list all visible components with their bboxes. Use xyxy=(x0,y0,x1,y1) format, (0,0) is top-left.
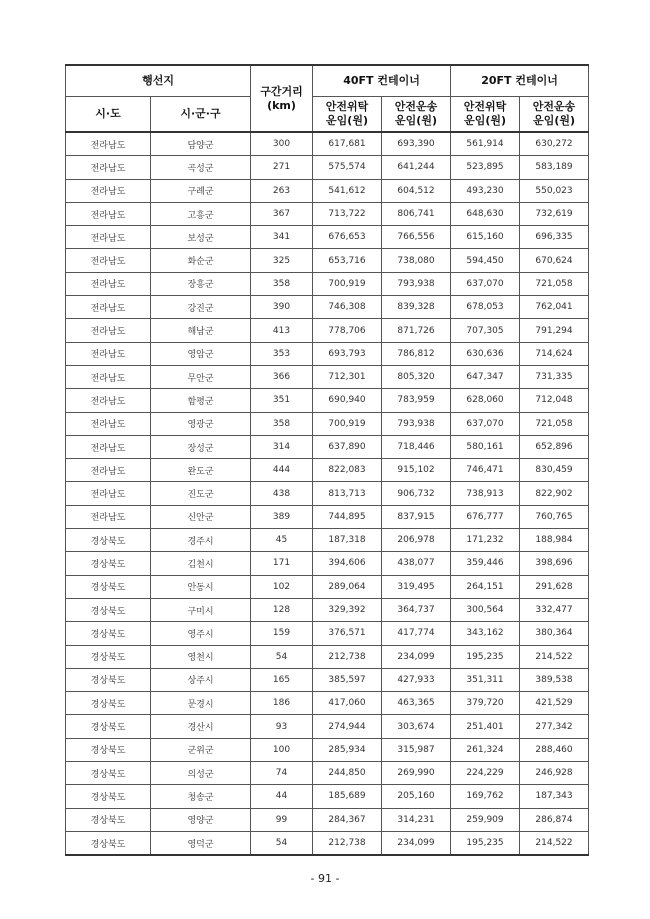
ft20-transport-cell: 791,294 xyxy=(520,319,589,342)
city-cell: 김천시 xyxy=(151,552,251,575)
city-cell: 안동시 xyxy=(151,575,251,598)
ft20-consign-cell: 707,305 xyxy=(451,319,520,342)
city-cell: 함평군 xyxy=(151,389,251,412)
ft20-consign-cell: 746,471 xyxy=(451,459,520,482)
ft20-transport-cell: 421,529 xyxy=(520,692,589,715)
ft40-transport-cell: 234,099 xyxy=(382,831,451,855)
ft40-transport-cell: 793,938 xyxy=(382,412,451,435)
ft40-transport-cell: 417,774 xyxy=(382,622,451,645)
table-row xyxy=(66,342,589,365)
ft40-consign-cell: 212,738 xyxy=(313,831,382,855)
city-cell: 문경시 xyxy=(151,692,251,715)
ft20-transport-cell: 214,522 xyxy=(520,831,589,855)
distance-cell: 358 xyxy=(251,272,313,295)
ft40-transport-cell: 438,077 xyxy=(382,552,451,575)
ft20-transport-cell: 389,538 xyxy=(520,668,589,691)
ft20-transport-cell: 822,902 xyxy=(520,482,589,505)
distance-cell: 44 xyxy=(251,785,313,808)
ft40-consign-cell: 700,919 xyxy=(313,412,382,435)
header-20ft: 20FT 컨테이너 xyxy=(451,65,589,97)
ft20-transport-cell: 214,522 xyxy=(520,645,589,668)
ft20-consign-cell: 300,564 xyxy=(451,598,520,621)
ft40-consign-cell: 274,944 xyxy=(313,715,382,738)
province-cell: 경상북도 xyxy=(66,762,151,785)
city-cell: 고흥군 xyxy=(151,202,251,225)
ft40-consign-cell: 744,895 xyxy=(313,505,382,528)
distance-cell: 390 xyxy=(251,296,313,319)
ft20-consign-cell: 195,235 xyxy=(451,645,520,668)
ft40-consign-cell: 289,064 xyxy=(313,575,382,598)
city-cell: 완도군 xyxy=(151,459,251,482)
ft20-consign-cell: 251,401 xyxy=(451,715,520,738)
province-cell: 전라남도 xyxy=(66,459,151,482)
table-row xyxy=(66,365,589,388)
ft40-consign-cell: 185,689 xyxy=(313,785,382,808)
province-cell: 경상북도 xyxy=(66,831,151,855)
city-cell: 화순군 xyxy=(151,249,251,272)
table-row xyxy=(66,249,589,272)
city-cell: 경주시 xyxy=(151,529,251,552)
table-row xyxy=(66,435,589,458)
table-row xyxy=(66,459,589,482)
ft40-consign-cell: 778,706 xyxy=(313,319,382,342)
ft20-consign-cell: 647,347 xyxy=(451,365,520,388)
distance-cell: 100 xyxy=(251,738,313,761)
city-cell: 영천시 xyxy=(151,645,251,668)
province-cell: 전라남도 xyxy=(66,272,151,295)
distance-cell: 325 xyxy=(251,249,313,272)
province-cell: 경상북도 xyxy=(66,692,151,715)
ft40-consign-cell: 376,571 xyxy=(313,622,382,645)
ft20-transport-cell: 332,477 xyxy=(520,598,589,621)
table-row xyxy=(66,808,589,831)
table-row xyxy=(66,389,589,412)
ft40-transport-cell: 837,915 xyxy=(382,505,451,528)
city-cell: 해남군 xyxy=(151,319,251,342)
distance-cell: 128 xyxy=(251,598,313,621)
city-cell: 청송군 xyxy=(151,785,251,808)
ft20-consign-cell: 648,630 xyxy=(451,202,520,225)
ft20-transport-cell: 760,765 xyxy=(520,505,589,528)
ft40-transport-cell: 205,160 xyxy=(382,785,451,808)
ft40-consign-cell: 712,301 xyxy=(313,365,382,388)
city-cell: 구미시 xyxy=(151,598,251,621)
ft20-consign-cell: 343,162 xyxy=(451,622,520,645)
ft40-consign-cell: 394,606 xyxy=(313,552,382,575)
ft40-transport-cell: 738,080 xyxy=(382,249,451,272)
ft40-transport-cell: 871,726 xyxy=(382,319,451,342)
city-cell: 무안군 xyxy=(151,365,251,388)
ft20-transport-cell: 550,023 xyxy=(520,179,589,202)
ft40-transport-cell: 206,978 xyxy=(382,529,451,552)
ft40-consign-cell: 417,060 xyxy=(313,692,382,715)
city-cell: 강진군 xyxy=(151,296,251,319)
table-row xyxy=(66,156,589,179)
ft40-consign-cell: 329,392 xyxy=(313,598,382,621)
ft40-consign-cell: 617,681 xyxy=(313,132,382,156)
distance-cell: 54 xyxy=(251,831,313,855)
distance-cell: 413 xyxy=(251,319,313,342)
table-row xyxy=(66,668,589,691)
province-cell: 경상북도 xyxy=(66,552,151,575)
distance-cell: 300 xyxy=(251,132,313,156)
ft40-transport-cell: 641,244 xyxy=(382,156,451,179)
table-row xyxy=(66,226,589,249)
distance-cell: 444 xyxy=(251,459,313,482)
ft20-consign-cell: 637,070 xyxy=(451,272,520,295)
ft20-consign-cell: 615,160 xyxy=(451,226,520,249)
city-cell: 영암군 xyxy=(151,342,251,365)
distance-cell: 367 xyxy=(251,202,313,225)
table-row xyxy=(66,692,589,715)
distance-cell: 389 xyxy=(251,505,313,528)
ft20-consign-cell: 523,895 xyxy=(451,156,520,179)
ft20-consign-cell: 359,446 xyxy=(451,552,520,575)
city-cell: 영덕군 xyxy=(151,831,251,855)
province-cell: 전라남도 xyxy=(66,412,151,435)
ft20-consign-cell: 628,060 xyxy=(451,389,520,412)
distance-cell: 186 xyxy=(251,692,313,715)
table-row xyxy=(66,831,589,855)
header-40ft-transport xyxy=(382,97,451,133)
ft20-transport-cell: 721,058 xyxy=(520,412,589,435)
ft20-consign-cell: 351,311 xyxy=(451,668,520,691)
ft40-transport-cell: 269,990 xyxy=(382,762,451,785)
ft40-consign-cell: 541,612 xyxy=(313,179,382,202)
header-40ft-consign xyxy=(313,97,382,133)
table-row xyxy=(66,529,589,552)
ft40-consign-cell: 713,722 xyxy=(313,202,382,225)
province-cell: 경상북도 xyxy=(66,622,151,645)
distance-cell: 263 xyxy=(251,179,313,202)
page-number: - 91 - xyxy=(310,872,340,885)
ft20-transport-cell: 286,874 xyxy=(520,808,589,831)
distance-cell: 358 xyxy=(251,412,313,435)
header-20ft-transport-label: 안전운송 운임(원) xyxy=(532,100,576,127)
table-row xyxy=(66,738,589,761)
ft40-consign-cell: 700,919 xyxy=(313,272,382,295)
distance-cell: 159 xyxy=(251,622,313,645)
ft20-transport-cell: 398,696 xyxy=(520,552,589,575)
ft40-transport-cell: 693,390 xyxy=(382,132,451,156)
ft20-consign-cell: 264,151 xyxy=(451,575,520,598)
ft40-consign-cell: 285,934 xyxy=(313,738,382,761)
freight-rate-table xyxy=(65,64,589,856)
table-row xyxy=(66,552,589,575)
province-cell: 경상북도 xyxy=(66,715,151,738)
ft40-consign-cell: 385,597 xyxy=(313,668,382,691)
ft40-transport-cell: 786,812 xyxy=(382,342,451,365)
province-cell: 경상북도 xyxy=(66,645,151,668)
ft20-transport-cell: 714,624 xyxy=(520,342,589,365)
province-cell: 전라남도 xyxy=(66,342,151,365)
ft20-consign-cell: 379,720 xyxy=(451,692,520,715)
ft40-transport-cell: 718,446 xyxy=(382,435,451,458)
header-city: 시·군·구 xyxy=(151,97,251,133)
ft40-transport-cell: 427,933 xyxy=(382,668,451,691)
ft20-consign-cell: 637,070 xyxy=(451,412,520,435)
province-cell: 경상북도 xyxy=(66,738,151,761)
ft40-consign-cell: 690,940 xyxy=(313,389,382,412)
table-row xyxy=(66,319,589,342)
city-cell: 진도군 xyxy=(151,482,251,505)
table-row xyxy=(66,132,589,156)
ft40-transport-cell: 793,938 xyxy=(382,272,451,295)
province-cell: 경상북도 xyxy=(66,575,151,598)
distance-cell: 314 xyxy=(251,435,313,458)
table-row xyxy=(66,598,589,621)
province-cell: 전라남도 xyxy=(66,226,151,249)
city-cell: 영광군 xyxy=(151,412,251,435)
table-row xyxy=(66,762,589,785)
ft20-transport-cell: 630,272 xyxy=(520,132,589,156)
distance-cell: 99 xyxy=(251,808,313,831)
ft20-transport-cell: 732,619 xyxy=(520,202,589,225)
province-cell: 전라남도 xyxy=(66,505,151,528)
ft20-consign-cell: 259,909 xyxy=(451,808,520,831)
ft20-consign-cell: 678,053 xyxy=(451,296,520,319)
header-distance xyxy=(251,65,313,132)
province-cell: 전라남도 xyxy=(66,132,151,156)
ft20-transport-cell: 696,335 xyxy=(520,226,589,249)
ft20-consign-cell: 630,636 xyxy=(451,342,520,365)
table-row xyxy=(66,412,589,435)
table-row xyxy=(66,785,589,808)
distance-cell: 102 xyxy=(251,575,313,598)
province-cell: 경상북도 xyxy=(66,529,151,552)
ft40-consign-cell: 813,713 xyxy=(313,482,382,505)
header-province: 시·도 xyxy=(66,97,151,133)
ft20-transport-cell: 277,342 xyxy=(520,715,589,738)
header-20ft-consign-label: 안전위탁 운임(원) xyxy=(463,100,507,127)
ft40-transport-cell: 806,741 xyxy=(382,202,451,225)
ft40-consign-cell: 212,738 xyxy=(313,645,382,668)
distance-cell: 271 xyxy=(251,156,313,179)
ft20-transport-cell: 246,928 xyxy=(520,762,589,785)
ft40-transport-cell: 906,732 xyxy=(382,482,451,505)
ft20-transport-cell: 291,628 xyxy=(520,575,589,598)
city-cell: 군위군 xyxy=(151,738,251,761)
ft40-transport-cell: 915,102 xyxy=(382,459,451,482)
ft40-transport-cell: 303,674 xyxy=(382,715,451,738)
ft20-transport-cell: 670,624 xyxy=(520,249,589,272)
table-row xyxy=(66,296,589,319)
header-40ft-consign-label: 안전위탁 운임(원) xyxy=(325,100,369,127)
province-cell: 전라남도 xyxy=(66,296,151,319)
table-row xyxy=(66,505,589,528)
table-row xyxy=(66,482,589,505)
ft40-transport-cell: 766,556 xyxy=(382,226,451,249)
province-cell: 경상북도 xyxy=(66,668,151,691)
distance-cell: 353 xyxy=(251,342,313,365)
distance-cell: 351 xyxy=(251,389,313,412)
ft20-transport-cell: 830,459 xyxy=(520,459,589,482)
ft20-consign-cell: 224,229 xyxy=(451,762,520,785)
city-cell: 곡성군 xyxy=(151,156,251,179)
ft20-transport-cell: 712,048 xyxy=(520,389,589,412)
ft40-consign-cell: 244,850 xyxy=(313,762,382,785)
ft20-consign-cell: 738,913 xyxy=(451,482,520,505)
city-cell: 신안군 xyxy=(151,505,251,528)
city-cell: 의성군 xyxy=(151,762,251,785)
province-cell: 전라남도 xyxy=(66,319,151,342)
ft40-consign-cell: 653,716 xyxy=(313,249,382,272)
ft20-transport-cell: 731,335 xyxy=(520,365,589,388)
ft20-consign-cell: 261,324 xyxy=(451,738,520,761)
ft40-consign-cell: 637,890 xyxy=(313,435,382,458)
table-row xyxy=(66,715,589,738)
distance-cell: 171 xyxy=(251,552,313,575)
ft40-transport-cell: 463,365 xyxy=(382,692,451,715)
ft20-consign-cell: 171,232 xyxy=(451,529,520,552)
ft20-consign-cell: 580,161 xyxy=(451,435,520,458)
city-cell: 보성군 xyxy=(151,226,251,249)
ft20-transport-cell: 762,041 xyxy=(520,296,589,319)
table-header xyxy=(66,65,589,132)
distance-cell: 341 xyxy=(251,226,313,249)
ft40-transport-cell: 234,099 xyxy=(382,645,451,668)
ft40-transport-cell: 314,231 xyxy=(382,808,451,831)
distance-cell: 438 xyxy=(251,482,313,505)
distance-cell: 93 xyxy=(251,715,313,738)
ft20-consign-cell: 493,230 xyxy=(451,179,520,202)
distance-cell: 74 xyxy=(251,762,313,785)
province-cell: 전라남도 xyxy=(66,179,151,202)
ft40-transport-cell: 364,737 xyxy=(382,598,451,621)
ft40-transport-cell: 783,959 xyxy=(382,389,451,412)
ft20-consign-cell: 561,914 xyxy=(451,132,520,156)
city-cell: 구례군 xyxy=(151,179,251,202)
ft20-transport-cell: 288,460 xyxy=(520,738,589,761)
table-row xyxy=(66,272,589,295)
ft20-transport-cell: 187,343 xyxy=(520,785,589,808)
table-row xyxy=(66,202,589,225)
header-20ft-transport xyxy=(520,97,589,133)
header-distance-label: 구간거리 (km) xyxy=(260,84,303,112)
city-cell: 담양군 xyxy=(151,132,251,156)
distance-cell: 165 xyxy=(251,668,313,691)
ft40-transport-cell: 805,320 xyxy=(382,365,451,388)
province-cell: 전라남도 xyxy=(66,249,151,272)
distance-cell: 54 xyxy=(251,645,313,668)
city-cell: 영양군 xyxy=(151,808,251,831)
province-cell: 전라남도 xyxy=(66,482,151,505)
ft40-consign-cell: 187,318 xyxy=(313,529,382,552)
header-40ft-transport-label: 안전운송 운임(원) xyxy=(394,100,438,127)
table-body xyxy=(66,132,589,855)
province-cell: 전라남도 xyxy=(66,389,151,412)
city-cell: 경산시 xyxy=(151,715,251,738)
ft20-consign-cell: 594,450 xyxy=(451,249,520,272)
ft20-consign-cell: 169,762 xyxy=(451,785,520,808)
city-cell: 장흥군 xyxy=(151,272,251,295)
distance-cell: 45 xyxy=(251,529,313,552)
province-cell: 전라남도 xyxy=(66,365,151,388)
city-cell: 장성군 xyxy=(151,435,251,458)
ft40-consign-cell: 284,367 xyxy=(313,808,382,831)
header-40ft: 40FT 컨테이너 xyxy=(313,65,451,97)
table-row xyxy=(66,645,589,668)
header-destination: 행선지 xyxy=(66,65,251,97)
province-cell: 경상북도 xyxy=(66,808,151,831)
distance-cell: 366 xyxy=(251,365,313,388)
ft40-consign-cell: 575,574 xyxy=(313,156,382,179)
table-row xyxy=(66,575,589,598)
ft20-transport-cell: 380,364 xyxy=(520,622,589,645)
ft20-transport-cell: 188,984 xyxy=(520,529,589,552)
ft40-transport-cell: 315,987 xyxy=(382,738,451,761)
ft40-consign-cell: 676,653 xyxy=(313,226,382,249)
ft40-consign-cell: 822,083 xyxy=(313,459,382,482)
ft40-transport-cell: 604,512 xyxy=(382,179,451,202)
ft40-transport-cell: 319,495 xyxy=(382,575,451,598)
province-cell: 전라남도 xyxy=(66,435,151,458)
city-cell: 상주시 xyxy=(151,668,251,691)
ft40-transport-cell: 839,328 xyxy=(382,296,451,319)
ft20-transport-cell: 721,058 xyxy=(520,272,589,295)
table-row xyxy=(66,622,589,645)
province-cell: 전라남도 xyxy=(66,202,151,225)
table-row xyxy=(66,179,589,202)
province-cell: 경상북도 xyxy=(66,598,151,621)
ft20-transport-cell: 652,896 xyxy=(520,435,589,458)
province-cell: 전라남도 xyxy=(66,156,151,179)
ft20-consign-cell: 676,777 xyxy=(451,505,520,528)
ft40-consign-cell: 693,793 xyxy=(313,342,382,365)
ft20-transport-cell: 583,189 xyxy=(520,156,589,179)
province-cell: 경상북도 xyxy=(66,785,151,808)
ft20-consign-cell: 195,235 xyxy=(451,831,520,855)
header-20ft-consign xyxy=(451,97,520,133)
city-cell: 영주시 xyxy=(151,622,251,645)
ft40-consign-cell: 746,308 xyxy=(313,296,382,319)
